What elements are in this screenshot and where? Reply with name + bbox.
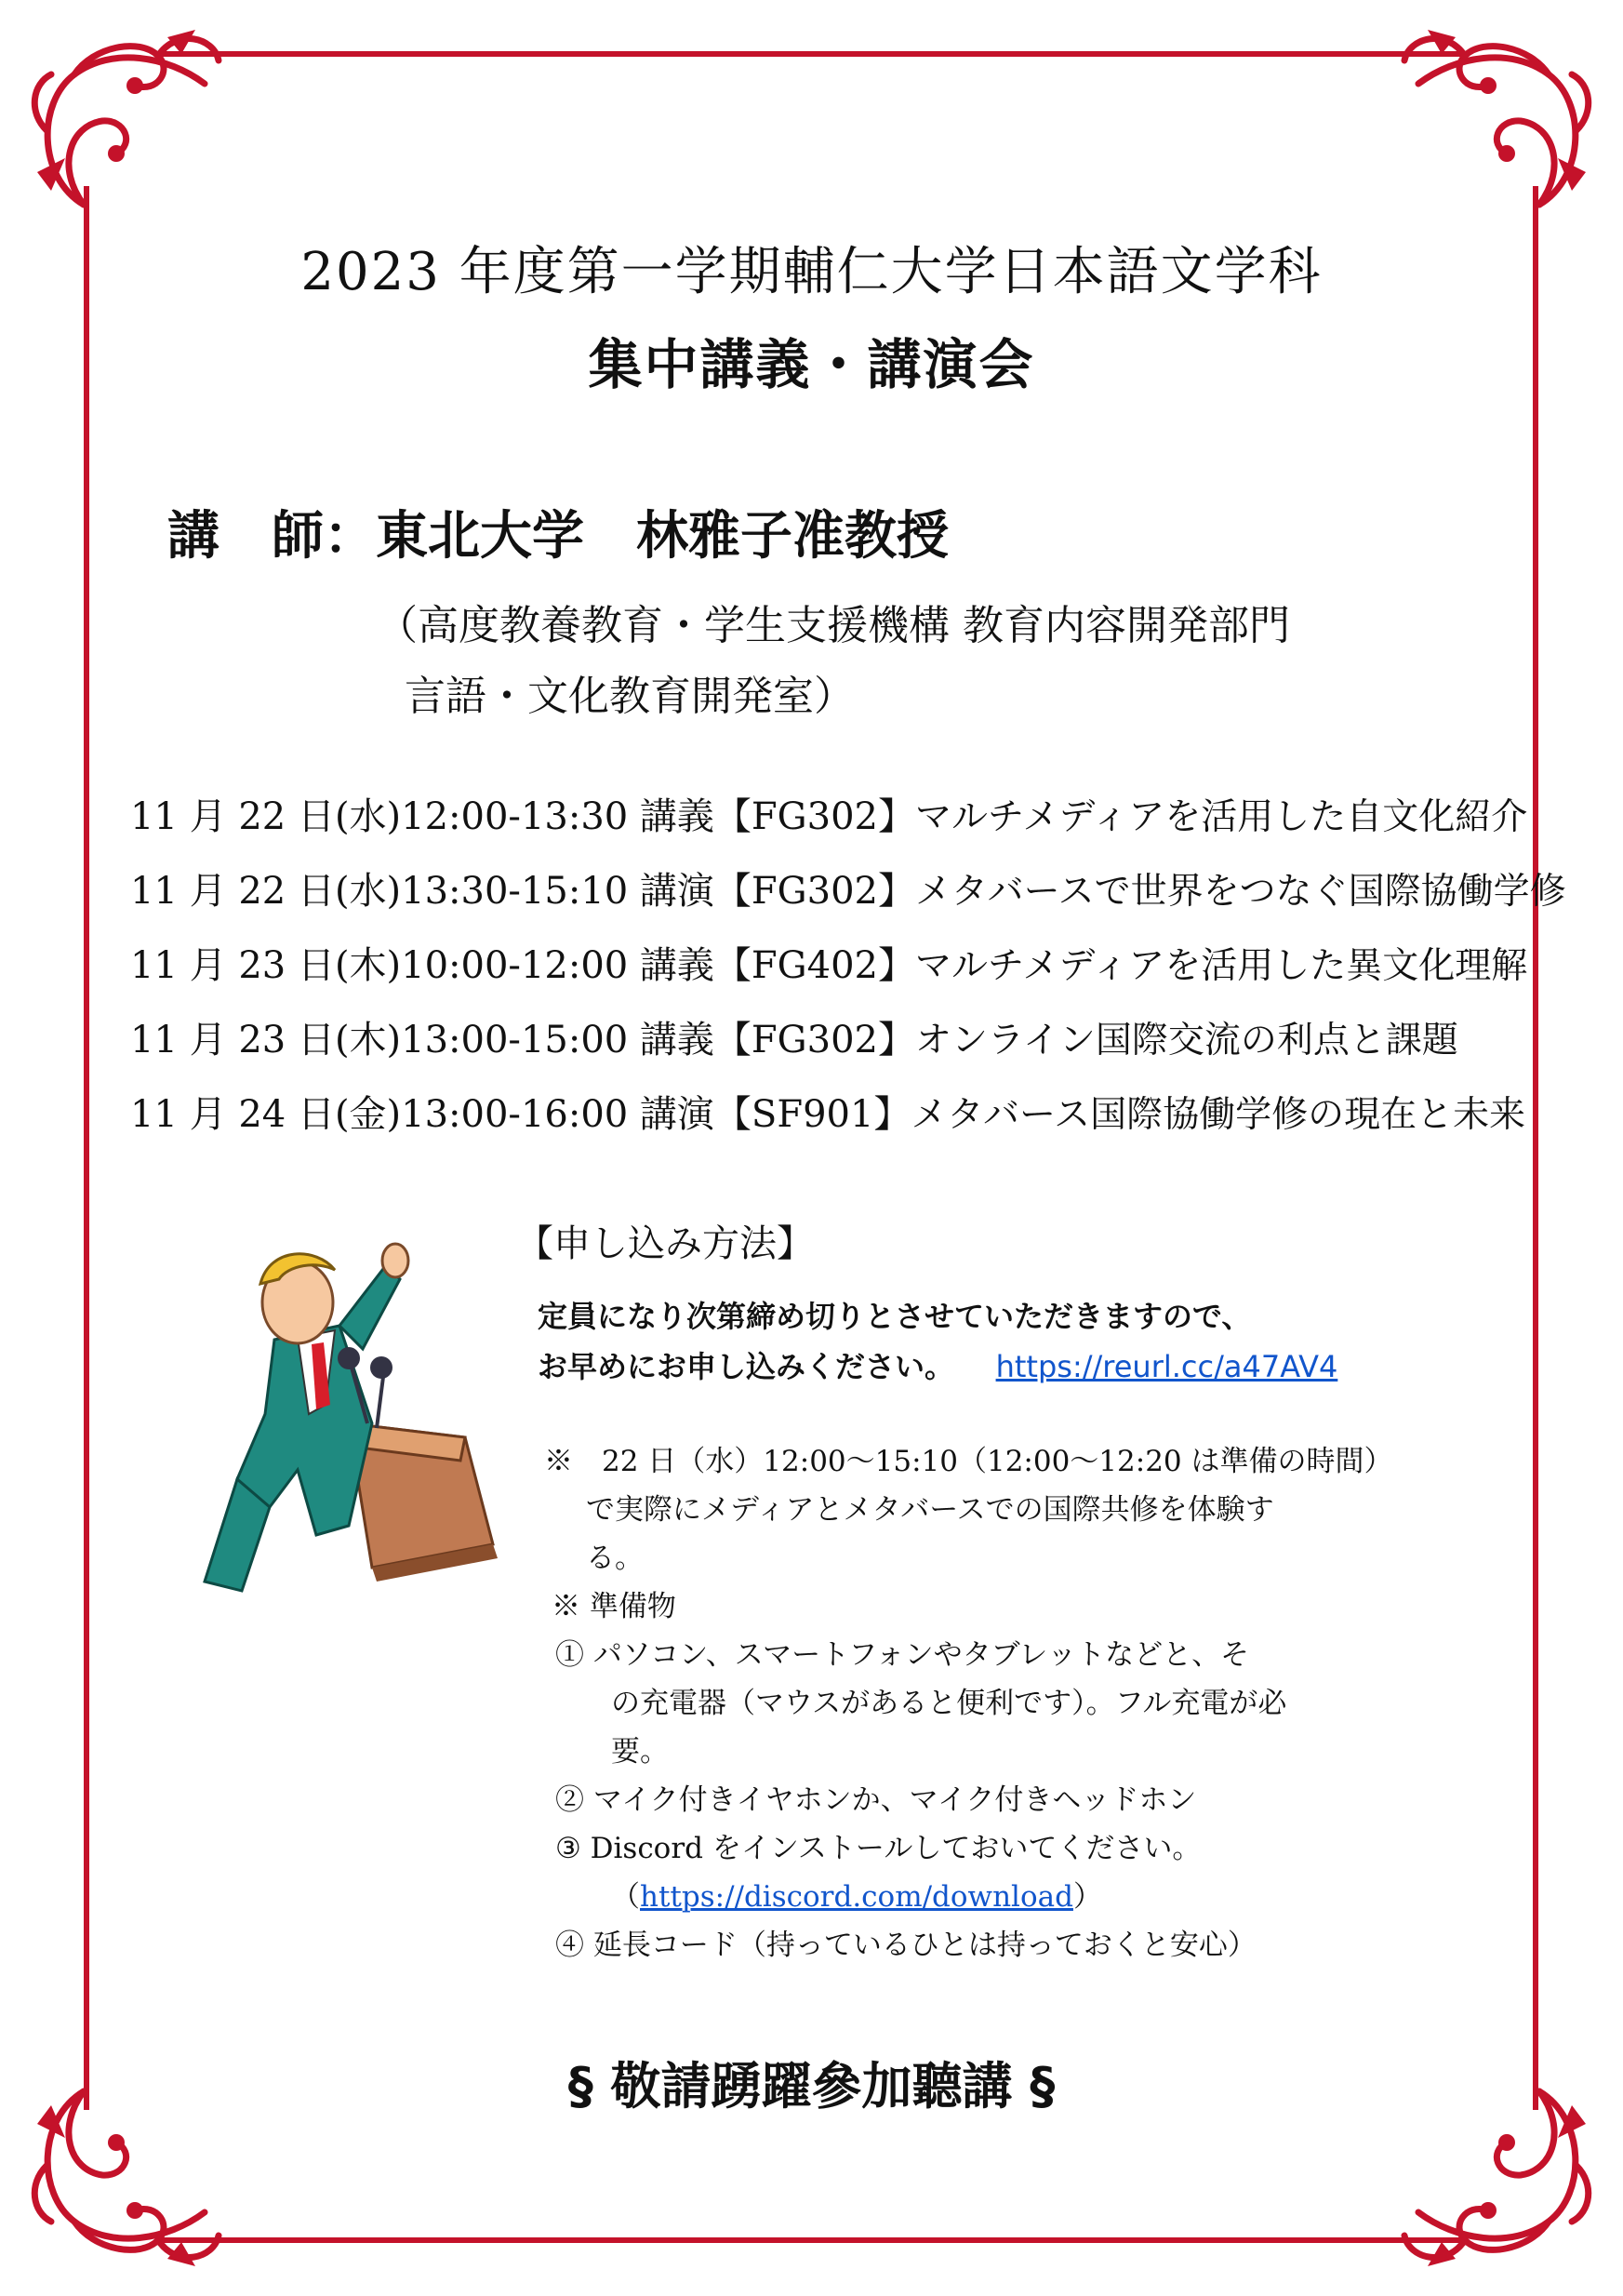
note-1-line-2: で実際にメディアとメタバースでの国際共修を体験す [586,1493,1274,1527]
frame-left-line [84,186,89,2110]
lecturer-name: 東北大学 林雅子准教授 [376,506,949,567]
schedule-item [130,789,1566,863]
note-1-line-3: る。 [586,1542,644,1575]
lecturer-affiliation-line-1: （高度教養教育・学生支援機構 教育内容開発部門 [377,602,1290,649]
lecturer-affiliation-line-2: 言語・文化教育開発室） [405,673,855,720]
schedule-item [130,1012,1566,1087]
corner-ornament-top-left [19,19,233,233]
schedule-datetime: 11 月 22 日(水)12:00-13:30 講義【FG302】 [130,795,915,838]
lecturer [167,495,949,569]
speaker-illustration [186,1228,502,1619]
note-1-line-1: ※ 22 日（水）12:00～15:10（12:00～12:20 は準備の時間） [544,1445,1393,1478]
closing-invitation: § 敬請踴躍參加聽講 § [567,2057,1056,2116]
application-line-1: 定員になり次第締め切りとさせていただきますので、 [538,1299,1252,1334]
title-line-2: 集中講義・講演会 [588,333,1035,396]
item-4: ④ 延長コード（持っているひとは持っておくと安心） [555,1929,1257,1962]
schedule-datetime: 11 月 24 日(金)13:00-16:00 講演【SF901】 [130,1093,911,1136]
schedule-item [130,863,1566,938]
schedule-topic: オンライン国際交流の利点と課題 [914,1020,1458,1061]
schedule-datetime: 11 月 22 日(水)13:30-15:10 講演【FG302】 [130,870,915,913]
item-2: ② マイク付きイヤホンか、マイク付きヘッドホン [555,1783,1197,1817]
schedule-item [130,1087,1566,1161]
schedule-topic: メタバースで世界をつなぐ国際協働学修 [914,871,1566,913]
schedule-item [130,938,1566,1012]
application-link[interactable]: https://reurl.cc/a47AV4 [995,1349,1338,1384]
item-3: ③ Discord をインストールしておいてください。 [555,1832,1202,1865]
schedule-datetime: 11 月 23 日(木)10:00-12:00 講義【FG402】 [130,944,915,987]
item-1-line-2: の充電器（マウスがあると便利です）。フル充電が必 [611,1687,1287,1720]
item-1-line-3: 要。 [611,1735,669,1769]
schedule-list [130,789,1566,1161]
frame-bottom-line [158,2237,1465,2243]
application-line-2-text: お早めにお申し込みください。 [538,1349,955,1384]
application-line-2 [538,1342,1468,1392]
discord-download-link[interactable]: https://discord.com/download [640,1880,1073,1914]
schedule-topic: メタバース国際協働学修の現在と未来 [911,1094,1526,1136]
schedule-topic: マルチメディアを活用した異文化理解 [914,945,1528,987]
corner-ornament-top-right [1390,19,1604,233]
application-heading: 【申し込み方法】 [516,1222,814,1265]
lecturer-label: 講 師： [167,506,376,567]
schedule-datetime: 11 月 23 日(木)13:00-15:00 講義【FG302】 [130,1019,915,1061]
title-line-1: 2023 年度第一学期輔仁大学日本語文学科 [300,242,1323,302]
schedule-topic: マルチメディアを活用した自文化紹介 [914,796,1528,838]
item-3-link-row: （https://discord.com/download） [611,1880,1102,1914]
notes [544,1437,1456,1969]
frame-top-line [158,51,1465,57]
items-heading: ※ 準備物 [552,1590,676,1623]
item-1-line-1: ① パソコン、スマートフォンやタブレットなどと、そ [555,1638,1250,1672]
application-text [538,1291,1468,1392]
